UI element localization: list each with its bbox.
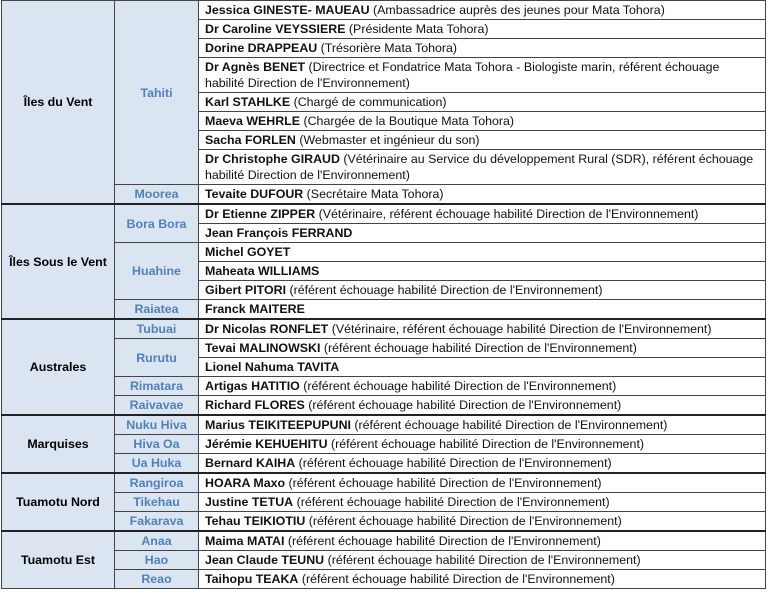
island-cell: Huahine xyxy=(115,243,199,300)
person-name: Artigas HATITIO xyxy=(205,379,300,393)
person-cell xyxy=(199,39,766,58)
person-role: (référent échouage habilité Direction de l'Environnement) xyxy=(295,456,612,470)
person-name: Karl STAHLKE xyxy=(205,95,291,109)
table-row xyxy=(2,415,766,435)
person-name: Sacha FORLEN xyxy=(205,133,296,147)
person-cell xyxy=(199,358,766,377)
person-role: (référent échouage habilité Direction de l'Environnement) xyxy=(298,572,615,586)
archipelago-cell: Îles du Vent xyxy=(2,1,115,205)
contacts-table-body xyxy=(2,1,766,589)
table-row xyxy=(2,454,766,474)
archipelago-cell: Tuamotu Nord xyxy=(2,473,115,531)
person-role: (référent échouage habilité Direction de l'Environnement) xyxy=(350,418,668,432)
person-cell xyxy=(199,473,766,493)
person-cell xyxy=(199,281,766,300)
person-name: Dr Agnès BENET xyxy=(205,60,306,74)
island-cell: Rurutu xyxy=(115,339,199,377)
table-row xyxy=(2,435,766,454)
island-cell: Anaa xyxy=(115,531,199,551)
person-name: Lionel Nahuma TAVITA xyxy=(205,360,340,374)
person-name: Tevai MALINOWSKI xyxy=(205,341,321,355)
person-role: (Ambassadrice auprès des jeunes pour Mata Tohora) xyxy=(369,3,665,17)
person-role: (Vétérinaire au Service du développement Rural (SDR), référent échouage habilité Direction de l'Environnement) xyxy=(205,152,754,182)
person-role: (référent échouage habilité Direction de l'Environnement) xyxy=(305,514,622,528)
person-cell xyxy=(199,300,766,320)
person-role: (Secrétaire Mata Tohora) xyxy=(303,187,444,201)
table-row xyxy=(2,339,766,358)
person-role: (référent échouage habilité Direction de l'Environnement) xyxy=(320,341,637,355)
person-name: Marius TEIKITEEPUPUNI xyxy=(205,418,351,432)
person-cell xyxy=(199,512,766,532)
island-cell: Rimatara xyxy=(115,377,199,396)
person-cell xyxy=(199,93,766,112)
person-cell xyxy=(199,415,766,435)
island-cell: Raiatea xyxy=(115,300,199,320)
person-cell xyxy=(199,570,766,589)
archipelago-cell: Australes xyxy=(2,319,115,415)
table-row xyxy=(2,204,766,224)
island-cell: Tahiti xyxy=(115,1,199,185)
island-cell: Moorea xyxy=(115,185,199,205)
person-role: (référent échouage habilité Direction de l'Environnement) xyxy=(284,534,601,548)
person-cell xyxy=(199,454,766,474)
table-row xyxy=(2,377,766,396)
person-name: Michel GOYET xyxy=(205,245,291,259)
person-role: (référent échouage habilité Direction de l'Environnement) xyxy=(285,476,602,490)
table-row xyxy=(2,551,766,570)
person-cell xyxy=(199,551,766,570)
person-cell xyxy=(199,396,766,416)
person-role: (Chargé de communication) xyxy=(290,95,447,109)
person-name: Dorine DRAPPEAU xyxy=(205,41,318,55)
person-role: (Présidente Mata Tohora) xyxy=(345,22,489,36)
person-name: Gibert PITORI xyxy=(205,283,287,297)
person-name: Maima MATAI xyxy=(205,534,285,548)
person-name: Franck MAITERE xyxy=(205,302,305,316)
person-name: Jérémie KEHUEHITU xyxy=(205,437,328,451)
person-cell xyxy=(199,20,766,39)
person-name: Tehau TEIKIOTIU xyxy=(205,514,306,528)
person-cell xyxy=(199,185,766,205)
archipelago-cell: Tuamotu Est xyxy=(2,531,115,589)
person-cell xyxy=(199,224,766,243)
person-cell xyxy=(199,262,766,281)
person-name: Dr Christophe GIRAUD xyxy=(205,152,340,166)
table-row xyxy=(2,1,766,20)
table-row xyxy=(2,243,766,262)
person-role: (Webmaster et ingénieur du son) xyxy=(295,133,480,147)
person-name: Dr Nicolas RONFLET xyxy=(205,322,329,336)
person-cell xyxy=(199,112,766,131)
person-cell xyxy=(199,339,766,358)
island-cell: Fakarava xyxy=(115,512,199,532)
table-row xyxy=(2,300,766,320)
island-cell: Hiva Oa xyxy=(115,435,199,454)
person-cell xyxy=(199,1,766,20)
person-cell xyxy=(199,319,766,339)
person-role: (référent échouage habilité Direction de l'Environnement) xyxy=(286,283,603,297)
person-role: (référent échouage habilité Direction de l'Environnement) xyxy=(299,379,617,393)
person-role: (Vétérinaire, référent échouage habilité Direction de l'Environnement) xyxy=(315,207,699,221)
table-row xyxy=(2,531,766,551)
person-name: Maheata WILLIAMS xyxy=(205,264,320,278)
person-name: Tevaite DUFOUR xyxy=(205,187,304,201)
person-name: Justine TETUA xyxy=(205,495,294,509)
person-cell xyxy=(199,493,766,512)
island-cell: Hao xyxy=(115,551,199,570)
person-role: (référent échouage habilité Direction de l'Environnement) xyxy=(304,398,622,412)
table-row xyxy=(2,570,766,589)
archipelago-cell: Îles Sous le Vent xyxy=(2,204,115,319)
person-role: (référent échouage habilité Direction de l'Environnement) xyxy=(293,495,610,509)
person-role: (Trésorière Mata Tohora) xyxy=(317,41,458,55)
island-cell: Tubuai xyxy=(115,319,199,339)
person-name: Richard FLORES xyxy=(205,398,305,412)
person-name: Jean Claude TEUNU xyxy=(205,553,325,567)
person-name: Bernard KAIHA xyxy=(205,456,296,470)
table-row xyxy=(2,473,766,493)
person-cell xyxy=(199,435,766,454)
person-cell xyxy=(199,131,766,150)
person-cell xyxy=(199,377,766,396)
table-row xyxy=(2,493,766,512)
person-cell xyxy=(199,58,766,93)
archipelago-cell: Marquises xyxy=(2,415,115,473)
person-cell xyxy=(199,150,766,185)
island-cell: Ua Huka xyxy=(115,454,199,474)
table-row xyxy=(2,512,766,532)
island-cell: Raivavae xyxy=(115,396,199,416)
person-cell xyxy=(199,204,766,224)
table-row xyxy=(2,396,766,416)
person-name: Jean François FERRAND xyxy=(205,226,353,240)
table-row xyxy=(2,185,766,205)
person-name: Maeva WEHRLE xyxy=(205,114,301,128)
island-cell: Reao xyxy=(115,570,199,589)
person-role: (Chargée de la Boutique Mata Tohora) xyxy=(300,114,515,128)
person-role: (Directrice et Fondatrice Mata Tohora - Biologiste marin, référent échouage habilité Direction de l'Environnement) xyxy=(205,60,720,90)
island-cell: Bora Bora xyxy=(115,204,199,243)
person-name: HOARA Maxo xyxy=(205,476,286,490)
island-cell: Tikehau xyxy=(115,493,199,512)
person-role: (référent échouage habilité Direction de l'Environnement) xyxy=(327,437,645,451)
person-name: Jessica GINESTE- MAUEAU xyxy=(205,3,370,17)
person-role: (référent échouage habilité Direction de l'Environnement) xyxy=(324,553,641,567)
person-name: Taihopu TEAKA xyxy=(205,572,299,586)
island-cell: Rangiroa xyxy=(115,473,199,493)
person-cell xyxy=(199,243,766,262)
island-cell: Nuku Hiva xyxy=(115,415,199,435)
table-row xyxy=(2,319,766,339)
person-name: Dr Caroline VEYSSIERE xyxy=(205,22,346,36)
person-name: Dr Etienne ZIPPER xyxy=(205,207,316,221)
contacts-table xyxy=(1,0,766,589)
person-role: (Vétérinaire, référent échouage habilité Direction de l'Environnement) xyxy=(328,322,712,336)
person-cell xyxy=(199,531,766,551)
